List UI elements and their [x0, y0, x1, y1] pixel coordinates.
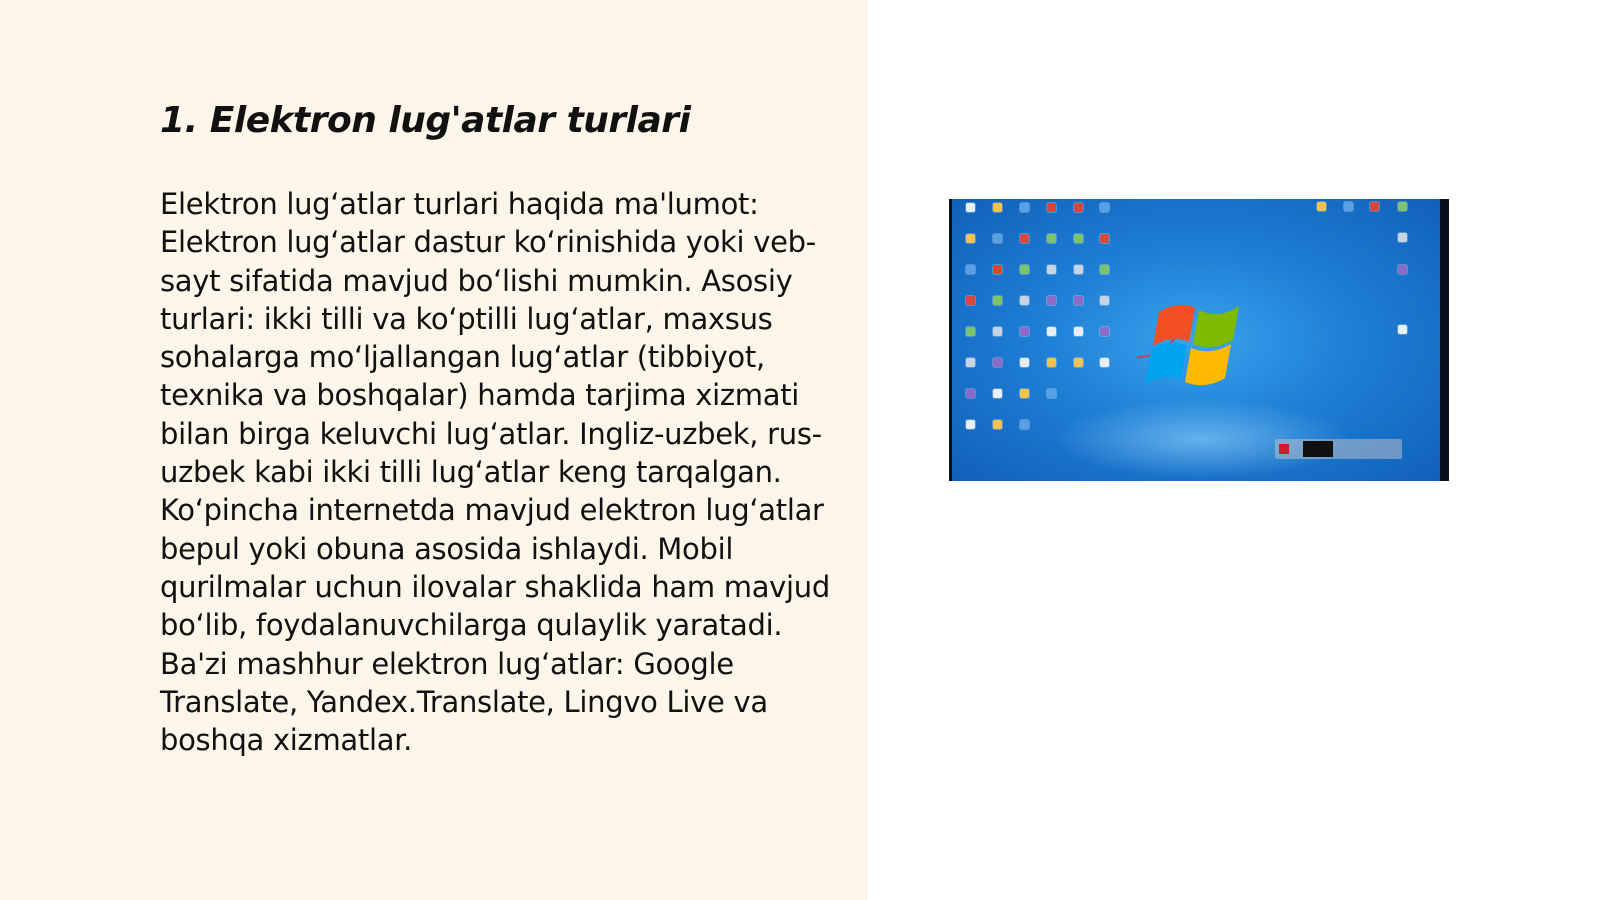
- desktop-icon: [966, 234, 975, 243]
- desktop-icon: [1074, 265, 1083, 274]
- desktop-icon: [1020, 265, 1029, 274]
- desktop-icon: [1100, 265, 1109, 274]
- windows-logo-icon: [1137, 294, 1257, 404]
- tray-red-icon: [1279, 444, 1289, 454]
- system-tray: [1275, 439, 1402, 459]
- desktop-icon: [966, 296, 975, 305]
- desktop-icon: [1047, 358, 1056, 367]
- desktop-icon: [966, 358, 975, 367]
- desktop-icon: [1020, 358, 1029, 367]
- slide-body-text: Elektron lug‘atlar turlari haqida ma'lumot: Elektron lug‘atlar dastur ko‘rinishida yoki veb-sayt sifatida mavjud bo‘lishi mumkin. Asosiy turlari: ikki tilli va ko‘ptilli lug‘atlar, maxsus sohalarga mo‘ljallangan lug‘atlar (tibbiyot, texnika va boshqalar) hamda tarjima xizmati bilan birga keluvchi lug‘atlar. Ingliz-uzbek, rus-uzbek kabi ikki tilli lug‘atlar keng tarqalgan. Ko‘pincha internetda mavjud elektron lug‘atlar bepul yoki obuna asosida ishlaydi. Mobil qurilmalar uchun ilovalar shaklida ham mavjud bo‘lib, foydalanuvchilarga qulaylik yaratadi. Ba'zi mashhur elektron lug‘atlar: Google Translate, Yandex.Translate, Lingvo Live va boshqa xizmatlar.: [160, 187, 830, 758]
- desktop-icon: [1074, 358, 1083, 367]
- desktop-icon: [1020, 327, 1029, 336]
- desktop-icon: [966, 389, 975, 398]
- desktop-icon: [1074, 327, 1083, 336]
- desktop-icon: [1100, 203, 1109, 212]
- desktop-icon: [966, 265, 975, 274]
- desktop-icon: [993, 389, 1002, 398]
- slide-title: 1. Elektron lug'atlar turlari: [160, 100, 691, 141]
- desktop-icon: [1398, 202, 1407, 211]
- desktop-icon: [1047, 265, 1056, 274]
- desktop-wallpaper: [952, 199, 1440, 481]
- desktop-icon: [993, 420, 1002, 429]
- desktop-icon: [1074, 203, 1083, 212]
- desktop-icon: [966, 327, 975, 336]
- desktop-icon: [1398, 233, 1407, 242]
- tray-clock: [1303, 441, 1333, 457]
- desktop-icon: [1020, 389, 1029, 398]
- desktop-icon: [1398, 325, 1407, 334]
- desktop-icon: [1047, 296, 1056, 305]
- desktop-icon: [993, 358, 1002, 367]
- desktop-icon: [1317, 202, 1326, 211]
- desktop-icon: [993, 296, 1002, 305]
- desktop-icon: [993, 234, 1002, 243]
- desktop-icon: [1047, 203, 1056, 212]
- desktop-icon: [1100, 296, 1109, 305]
- desktop-icon: [1074, 234, 1083, 243]
- desktop-icon: [1100, 327, 1109, 336]
- desktop-icon: [1074, 296, 1083, 305]
- desktop-icon: [993, 203, 1002, 212]
- desktop-icon: [1020, 203, 1029, 212]
- desktop-icon: [1047, 327, 1056, 336]
- desktop-icon: [1020, 420, 1029, 429]
- desktop-icon: [993, 327, 1002, 336]
- desktop-icon: [993, 265, 1002, 274]
- desktop-icon: [1020, 296, 1029, 305]
- desktop-icon: [1100, 358, 1109, 367]
- desktop-icon: [1047, 389, 1056, 398]
- desktop-icon: [1100, 234, 1109, 243]
- desktop-icon: [1370, 202, 1379, 211]
- desktop-icon: [966, 420, 975, 429]
- desktop-screenshot-image: [949, 199, 1449, 481]
- desktop-icon: [1398, 265, 1407, 274]
- desktop-icon: [966, 203, 975, 212]
- desktop-icon: [1020, 234, 1029, 243]
- desktop-icon: [1047, 234, 1056, 243]
- desktop-icon: [1344, 202, 1353, 211]
